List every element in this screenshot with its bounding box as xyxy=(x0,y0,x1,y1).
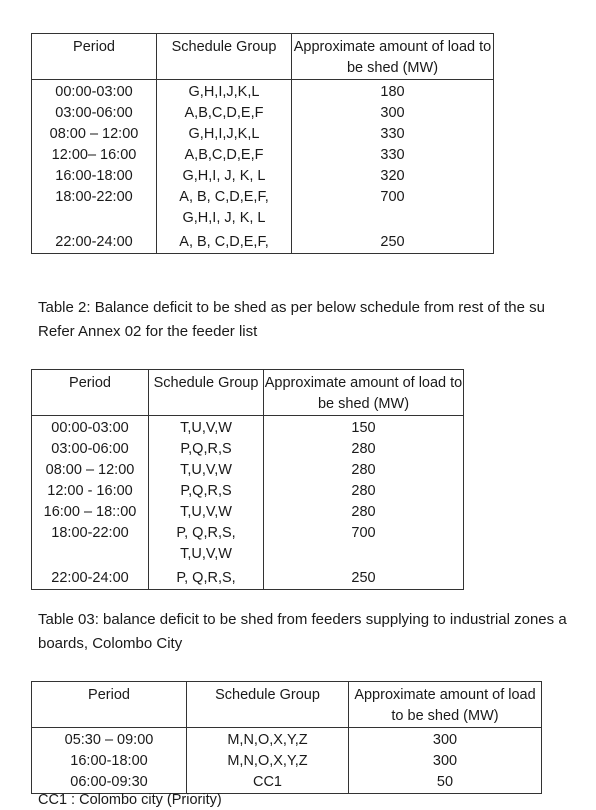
table-row xyxy=(32,166,494,187)
schedule-group-cell: M,N,O,X,Y,Z xyxy=(187,751,349,772)
load-shedding-table-3 xyxy=(31,681,542,794)
header-load-to-shed: Approximate amount of load to be shed (MW) xyxy=(264,370,464,416)
schedule-group-cell: CC1 xyxy=(187,772,349,794)
header-schedule-group: Schedule Group xyxy=(187,682,349,728)
table-row xyxy=(32,439,464,460)
load-mw-cell: 250 xyxy=(292,229,494,254)
schedule-group-cell: M,N,O,X,Y,Z xyxy=(187,728,349,752)
load-mw-cell: 280 xyxy=(264,460,464,481)
schedule-group-cell: A, B, C,D,E,F, xyxy=(157,229,292,254)
schedule-group-cell: T,U,V,W xyxy=(149,416,264,440)
schedule-group-cell: P,Q,R,S xyxy=(149,481,264,502)
table-body xyxy=(32,416,464,590)
load-shedding-table-2 xyxy=(31,369,464,590)
header-period: Period xyxy=(32,370,149,416)
header-row xyxy=(32,682,542,728)
schedule-group-cell: G,H,I,J,K,L xyxy=(157,124,292,145)
table-row xyxy=(32,416,464,440)
load-mw-cell: 300 xyxy=(349,728,542,752)
table-body xyxy=(32,80,494,254)
schedule-group-cell: T,U,V,W xyxy=(149,460,264,481)
table-row xyxy=(32,124,494,145)
period-cell: 16:00 – 18::00 xyxy=(32,502,149,523)
schedule-group-cell: A,B,C,D,E,F xyxy=(157,145,292,166)
load-mw-cell: 250 xyxy=(264,565,464,590)
load-mw-cell: 330 xyxy=(292,124,494,145)
header-row xyxy=(32,370,464,416)
table-row xyxy=(32,751,542,772)
table-row xyxy=(32,481,464,502)
schedule-group-cell: P,Q,R,S xyxy=(149,439,264,460)
table-row xyxy=(32,187,494,229)
header-schedule-group: Schedule Group xyxy=(157,34,292,80)
table-row xyxy=(32,145,494,166)
table-3-caption: Table 03: balance deficit to be shed from feeders supplying to industrial zones a boards, Colombo City xyxy=(38,611,567,652)
header-load-to-shed: Approximate amount of load to be shed (MW) xyxy=(292,34,494,80)
header-period: Period xyxy=(32,34,157,80)
table-row xyxy=(32,80,494,104)
schedule-group-cell: A,B,C,D,E,F xyxy=(157,103,292,124)
period-cell: 12:00 - 16:00 xyxy=(32,481,149,502)
load-mw-cell: 330 xyxy=(292,145,494,166)
load-mw-cell: 280 xyxy=(264,439,464,460)
table-row xyxy=(32,103,494,124)
period-cell: 00:00-03:00 xyxy=(32,80,157,104)
load-shedding-table-1 xyxy=(31,33,494,254)
period-cell: 03:00-06:00 xyxy=(32,439,149,460)
schedule-group-cell: P, Q,R,S, T,U,V,W xyxy=(149,523,264,565)
period-cell: 05:30 – 09:00 xyxy=(32,728,187,752)
load-mw-cell: 50 xyxy=(349,772,542,794)
load-mw-cell: 300 xyxy=(349,751,542,772)
load-mw-cell: 150 xyxy=(264,416,464,440)
period-cell: 03:00-06:00 xyxy=(32,103,157,124)
period-cell: 16:00-18:00 xyxy=(32,751,187,772)
load-mw-cell: 280 xyxy=(264,502,464,523)
period-cell: 18:00-22:00 xyxy=(32,523,149,565)
table-row xyxy=(32,728,542,752)
schedule-group-cell: A, B, C,D,E,F, G,H,I, J, K, L xyxy=(157,187,292,229)
table-body xyxy=(32,728,542,794)
period-cell: 08:00 – 12:00 xyxy=(32,124,157,145)
load-mw-cell: 700 xyxy=(292,187,494,229)
table-row xyxy=(32,229,494,254)
period-cell: 12:00– 16:00 xyxy=(32,145,157,166)
table-row xyxy=(32,565,464,590)
period-cell: 16:00-18:00 xyxy=(32,166,157,187)
period-cell: 18:00-22:00 xyxy=(32,187,157,229)
load-mw-cell: 700 xyxy=(264,523,464,565)
table-row xyxy=(32,502,464,523)
schedule-group-cell: G,H,I,J,K,L xyxy=(157,80,292,104)
header-period: Period xyxy=(32,682,187,728)
period-cell: 08:00 – 12:00 xyxy=(32,460,149,481)
schedule-group-cell: P, Q,R,S, xyxy=(149,565,264,590)
load-mw-cell: 300 xyxy=(292,103,494,124)
table-2-caption: Table 2: Balance deficit to be shed as per below schedule from rest of the su Refer Annex 02 for the feeder list xyxy=(38,299,545,340)
table-header xyxy=(32,682,542,728)
table-row xyxy=(32,460,464,481)
period-cell: 22:00-24:00 xyxy=(32,565,149,590)
load-mw-cell: 180 xyxy=(292,80,494,104)
period-cell: 22:00-24:00 xyxy=(32,229,157,254)
schedule-group-cell: T,U,V,W xyxy=(149,502,264,523)
schedule-group-cell: G,H,I, J, K, L xyxy=(157,166,292,187)
load-mw-cell: 320 xyxy=(292,166,494,187)
header-row xyxy=(32,34,494,80)
footnote: CC1 : Colombo city (Priority) xyxy=(38,792,222,808)
table-header xyxy=(32,34,494,80)
header-schedule-group: Schedule Group xyxy=(149,370,264,416)
table-row xyxy=(32,523,464,565)
period-cell: 00:00-03:00 xyxy=(32,416,149,440)
period-cell: 06:00-09:30 xyxy=(32,772,187,794)
load-mw-cell: 280 xyxy=(264,481,464,502)
table-header xyxy=(32,370,464,416)
header-load-to-shed: Approximate amount of load to be shed (MW) xyxy=(349,682,542,728)
